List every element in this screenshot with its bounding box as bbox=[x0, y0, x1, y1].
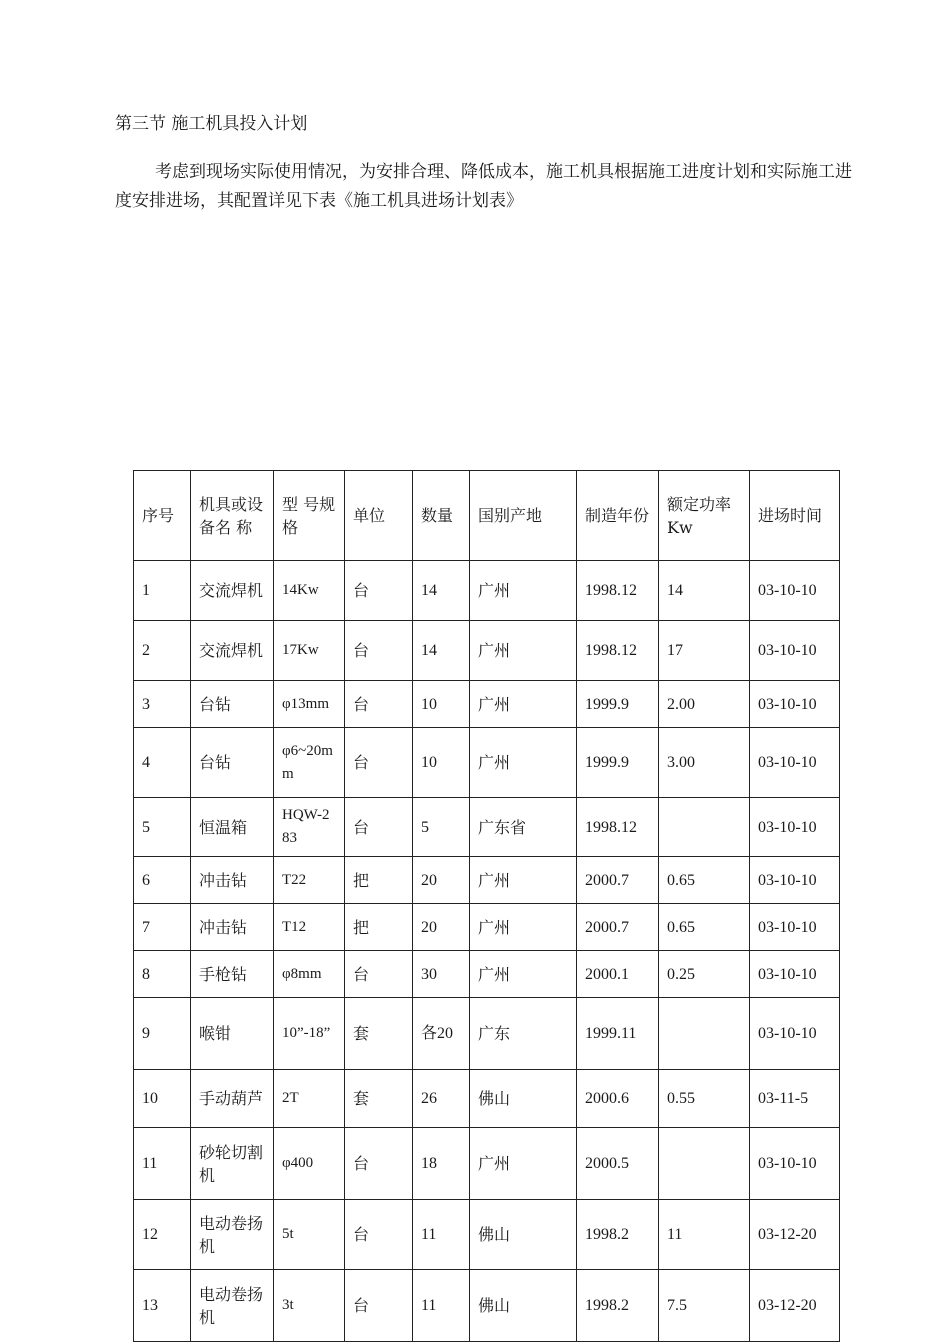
cell-year: 2000.1 bbox=[577, 951, 659, 998]
cell-year: 2000.7 bbox=[577, 904, 659, 951]
table-row bbox=[134, 621, 840, 681]
cell-year: 1999.11 bbox=[577, 998, 659, 1070]
cell-origin: 佛山 bbox=[470, 1070, 577, 1128]
cell-unit: 套 bbox=[345, 1070, 413, 1128]
cell-qty: 各20 bbox=[413, 998, 470, 1070]
table-row bbox=[134, 798, 840, 857]
cell-seq: 13 bbox=[134, 1270, 191, 1342]
header-origin: 国别产地 bbox=[470, 471, 577, 561]
table-row bbox=[134, 728, 840, 798]
cell-qty: 20 bbox=[413, 857, 470, 904]
cell-power: 14 bbox=[659, 561, 750, 621]
cell-unit: 台 bbox=[345, 951, 413, 998]
cell-name: 冲击钻 bbox=[191, 857, 274, 904]
header-model: 型 号规格 bbox=[274, 471, 345, 561]
cell-model: 14Kw bbox=[274, 561, 345, 621]
equipment-plan-table bbox=[133, 470, 840, 1342]
cell-date: 03-12-20 bbox=[750, 1200, 840, 1270]
cell-unit: 台 bbox=[345, 798, 413, 857]
cell-origin: 广州 bbox=[470, 561, 577, 621]
cell-model: 2T bbox=[274, 1070, 345, 1128]
cell-power: 2.00 bbox=[659, 681, 750, 728]
cell-qty: 10 bbox=[413, 728, 470, 798]
cell-date: 03-10-10 bbox=[750, 1128, 840, 1200]
table-row bbox=[134, 857, 840, 904]
cell-qty: 5 bbox=[413, 798, 470, 857]
cell-model: φ13mm bbox=[274, 681, 345, 728]
cell-year: 2000.5 bbox=[577, 1128, 659, 1200]
cell-date: 03-10-10 bbox=[750, 798, 840, 857]
cell-origin: 广州 bbox=[470, 1128, 577, 1200]
cell-date: 03-10-10 bbox=[750, 681, 840, 728]
cell-qty: 20 bbox=[413, 904, 470, 951]
cell-model: 17Kw bbox=[274, 621, 345, 681]
header-power: 额定功率Kw bbox=[659, 471, 750, 561]
cell-name: 恒温箱 bbox=[191, 798, 274, 857]
cell-name: 砂轮切割机 bbox=[191, 1128, 274, 1200]
cell-model: 10”-18” bbox=[274, 998, 345, 1070]
cell-name: 台钻 bbox=[191, 681, 274, 728]
cell-year: 1998.12 bbox=[577, 798, 659, 857]
cell-unit: 台 bbox=[345, 1270, 413, 1342]
cell-model: T12 bbox=[274, 904, 345, 951]
cell-power bbox=[659, 798, 750, 857]
table-row bbox=[134, 998, 840, 1070]
cell-seq: 2 bbox=[134, 621, 191, 681]
cell-seq: 4 bbox=[134, 728, 191, 798]
cell-name: 电动卷扬机 bbox=[191, 1270, 274, 1342]
cell-power: 0.25 bbox=[659, 951, 750, 998]
cell-model: 5t bbox=[274, 1200, 345, 1270]
header-name: 机具或设备名 称 bbox=[191, 471, 274, 561]
header-date: 进场时间 bbox=[750, 471, 840, 561]
cell-power: 7.5 bbox=[659, 1270, 750, 1342]
cell-date: 03-12-20 bbox=[750, 1270, 840, 1342]
cell-origin: 广州 bbox=[470, 728, 577, 798]
table-row bbox=[134, 1270, 840, 1342]
cell-model: T22 bbox=[274, 857, 345, 904]
header-qty: 数量 bbox=[413, 471, 470, 561]
cell-power: 11 bbox=[659, 1200, 750, 1270]
cell-seq: 7 bbox=[134, 904, 191, 951]
cell-unit: 套 bbox=[345, 998, 413, 1070]
cell-year: 2000.6 bbox=[577, 1070, 659, 1128]
cell-year: 1998.2 bbox=[577, 1200, 659, 1270]
table-row bbox=[134, 1070, 840, 1128]
cell-qty: 10 bbox=[413, 681, 470, 728]
cell-name: 交流焊机 bbox=[191, 561, 274, 621]
cell-unit: 台 bbox=[345, 1200, 413, 1270]
table-row bbox=[134, 681, 840, 728]
cell-power: 0.65 bbox=[659, 857, 750, 904]
cell-qty: 30 bbox=[413, 951, 470, 998]
cell-year: 1999.9 bbox=[577, 681, 659, 728]
cell-seq: 8 bbox=[134, 951, 191, 998]
cell-seq: 6 bbox=[134, 857, 191, 904]
cell-origin: 广州 bbox=[470, 904, 577, 951]
table-row bbox=[134, 561, 840, 621]
cell-power: 17 bbox=[659, 621, 750, 681]
cell-date: 03-10-10 bbox=[750, 857, 840, 904]
cell-date: 03-10-10 bbox=[750, 904, 840, 951]
cell-power: 0.55 bbox=[659, 1070, 750, 1128]
cell-seq: 3 bbox=[134, 681, 191, 728]
cell-name: 台钻 bbox=[191, 728, 274, 798]
cell-name: 喉钳 bbox=[191, 998, 274, 1070]
cell-date: 03-11-5 bbox=[750, 1070, 840, 1128]
cell-unit: 台 bbox=[345, 728, 413, 798]
cell-name: 冲击钻 bbox=[191, 904, 274, 951]
cell-qty: 14 bbox=[413, 561, 470, 621]
cell-origin: 广东 bbox=[470, 998, 577, 1070]
cell-model: φ400 bbox=[274, 1128, 345, 1200]
cell-name: 电动卷扬机 bbox=[191, 1200, 274, 1270]
cell-unit: 把 bbox=[345, 857, 413, 904]
table-row bbox=[134, 951, 840, 998]
header-seq: 序号 bbox=[134, 471, 191, 561]
cell-unit: 台 bbox=[345, 561, 413, 621]
cell-qty: 11 bbox=[413, 1200, 470, 1270]
table-row bbox=[134, 1128, 840, 1200]
cell-origin: 佛山 bbox=[470, 1200, 577, 1270]
cell-unit: 台 bbox=[345, 1128, 413, 1200]
cell-year: 1998.2 bbox=[577, 1270, 659, 1342]
cell-seq: 11 bbox=[134, 1128, 191, 1200]
cell-power bbox=[659, 998, 750, 1070]
cell-origin: 广东省 bbox=[470, 798, 577, 857]
cell-date: 03-10-10 bbox=[750, 621, 840, 681]
cell-model: φ6~20mm bbox=[274, 728, 345, 798]
cell-unit: 把 bbox=[345, 904, 413, 951]
table-row bbox=[134, 904, 840, 951]
cell-name: 交流焊机 bbox=[191, 621, 274, 681]
cell-model: φ8mm bbox=[274, 951, 345, 998]
cell-origin: 广州 bbox=[470, 621, 577, 681]
cell-power: 3.00 bbox=[659, 728, 750, 798]
cell-date: 03-10-10 bbox=[750, 951, 840, 998]
table-row bbox=[134, 1200, 840, 1270]
cell-seq: 12 bbox=[134, 1200, 191, 1270]
cell-seq: 9 bbox=[134, 998, 191, 1070]
cell-origin: 广州 bbox=[470, 951, 577, 998]
cell-year: 2000.7 bbox=[577, 857, 659, 904]
cell-seq: 5 bbox=[134, 798, 191, 857]
cell-unit: 台 bbox=[345, 621, 413, 681]
cell-unit: 台 bbox=[345, 681, 413, 728]
cell-qty: 14 bbox=[413, 621, 470, 681]
cell-name: 手动葫芦 bbox=[191, 1070, 274, 1128]
cell-year: 1998.12 bbox=[577, 621, 659, 681]
cell-name: 手枪钻 bbox=[191, 951, 274, 998]
cell-qty: 26 bbox=[413, 1070, 470, 1128]
cell-date: 03-10-10 bbox=[750, 561, 840, 621]
header-unit: 单位 bbox=[345, 471, 413, 561]
cell-date: 03-10-10 bbox=[750, 728, 840, 798]
cell-date: 03-10-10 bbox=[750, 998, 840, 1070]
cell-model: 3t bbox=[274, 1270, 345, 1342]
cell-seq: 1 bbox=[134, 561, 191, 621]
cell-power: 0.65 bbox=[659, 904, 750, 951]
cell-origin: 广州 bbox=[470, 857, 577, 904]
cell-power bbox=[659, 1128, 750, 1200]
cell-origin: 佛山 bbox=[470, 1270, 577, 1342]
intro-paragraph: 考虑到现场实际使用情况，为安排合理、降低成本，施工机具根据施工进度计划和实际施工进度安排进场，其配置详见下表《施工机具进场计划表》 bbox=[115, 162, 852, 211]
cell-seq: 10 bbox=[134, 1070, 191, 1128]
header-year: 制造年份 bbox=[577, 471, 659, 561]
section-heading: 第三节 施工机具投入计划 bbox=[115, 114, 308, 134]
cell-origin: 广州 bbox=[470, 681, 577, 728]
cell-year: 1998.12 bbox=[577, 561, 659, 621]
cell-model: HQW-283 bbox=[274, 798, 345, 857]
cell-qty: 18 bbox=[413, 1128, 470, 1200]
cell-year: 1999.9 bbox=[577, 728, 659, 798]
table-header-row bbox=[134, 471, 840, 561]
cell-qty: 11 bbox=[413, 1270, 470, 1342]
